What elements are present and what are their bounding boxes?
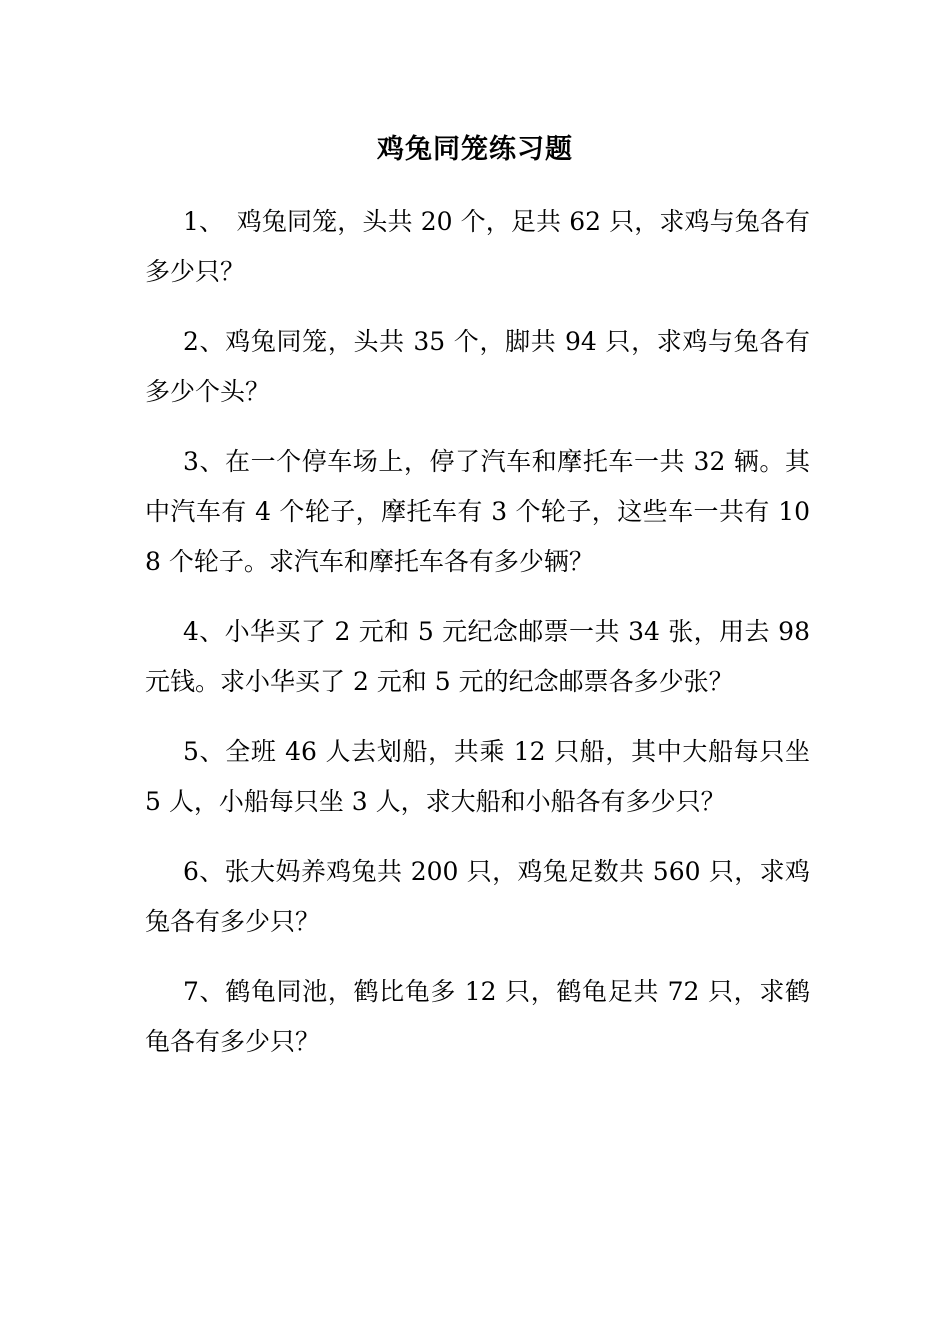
question-5: 5、全班 46 人去划船，共乘 12 只船，其中大船每只坐 5 人，小船每只坐 3 人，求大船和小船各有多少只？ (145, 737, 810, 816)
question-6: 6、张大妈养鸡兔共 200 只，鸡兔足数共 560 只，求鸡兔各有多少只？ (145, 857, 810, 936)
question-4: 4、小华买了 2 元和 5 元纪念邮票一共 34 张，用去 98 元钱。求小华买了 2 元和 5 元的纪念邮票各多少张？ (145, 617, 810, 696)
question-1: 1、 鸡兔同笼，头共 20 个，足共 62 只，求鸡与兔各有多少只？ (145, 207, 810, 286)
question-7: 7、鹤龟同池，鹤比龟多 12 只，鹤龟足共 72 只，求鹤龟各有多少只？ (145, 977, 810, 1056)
question-list (145, 197, 810, 1087)
question-3: 3、在一个停车场上，停了汽车和摩托车一共 32 辆。其中汽车有 4 个轮子，摩托车有 3 个轮子，这些车一共有 108 个轮子。求汽车和摩托车各有多少辆？ (145, 447, 810, 576)
question-2: 2、鸡兔同笼，头共 35 个，脚共 94 只，求鸡与兔各有多少个头？ (145, 327, 810, 406)
document-title: 鸡兔同笼练习题 (377, 134, 573, 165)
